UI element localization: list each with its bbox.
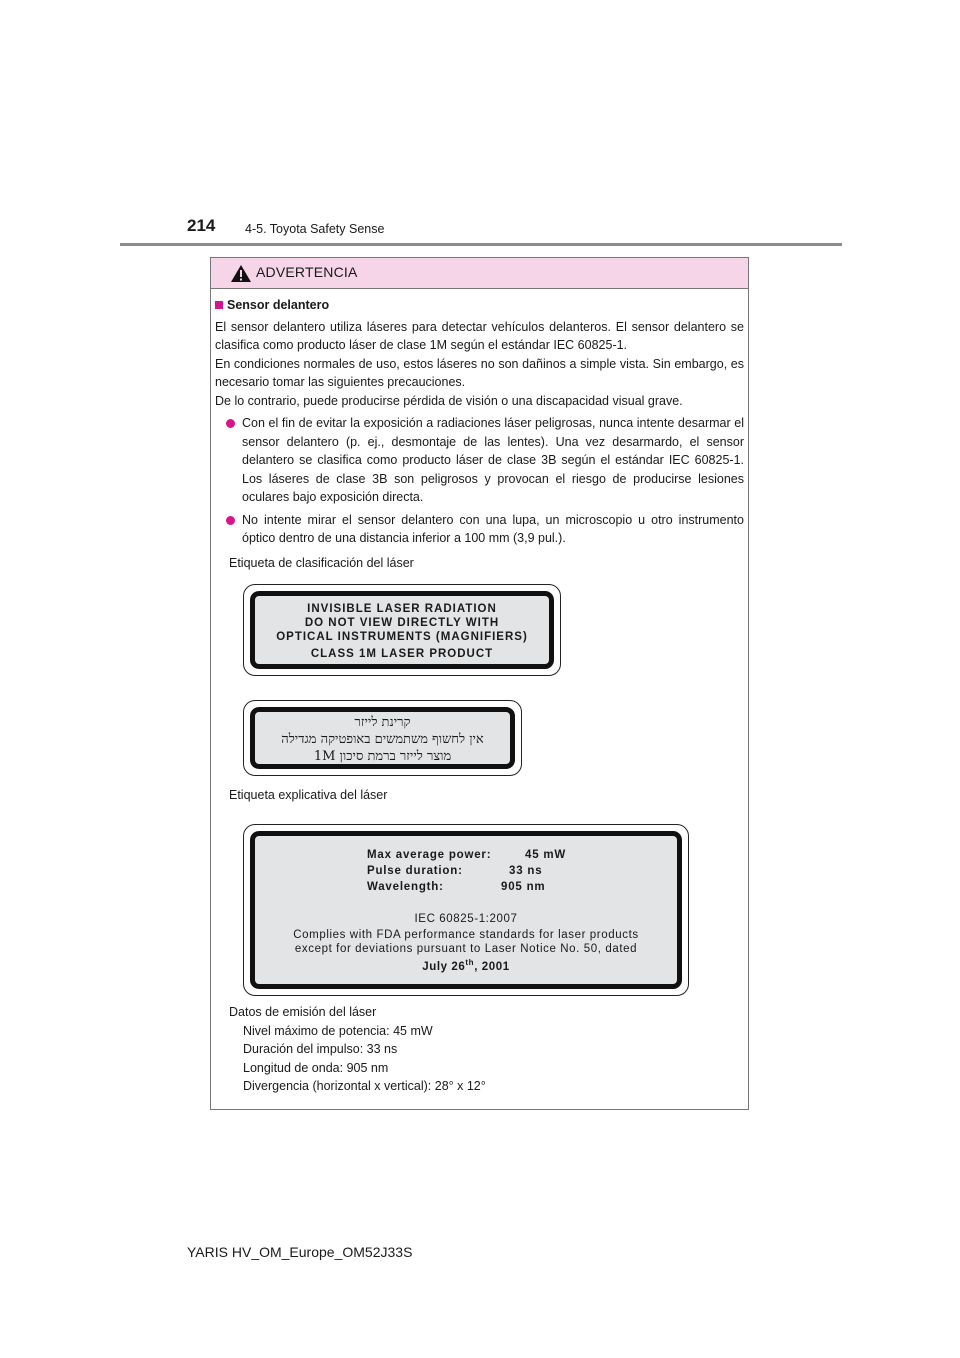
laser-classification-label-he xyxy=(243,700,522,776)
bullet-text: No intente mirar el sensor delantero con una lupa, un microscopio u otro instrumento óptico dentro de una distancia inferior a 100 mm (3,9 pul.). xyxy=(242,512,744,545)
spec-name: Max average power: xyxy=(367,849,492,861)
paragraph-3: De lo contrario, puede producirse pérdida de visión o una discapacidad visual grave. xyxy=(215,393,683,408)
date-superscript: th xyxy=(465,958,475,967)
emission-line: Duración del impulso: 33 ns xyxy=(243,1042,398,1056)
paragraph-1: El sensor delantero utiliza láseres para detectar vehículos delanteros. El sensor delantero se clasifica como producto láser de clase 1M según el estándar IEC 60825-1. xyxy=(215,319,744,352)
warning-box xyxy=(210,257,749,1110)
label-line: INVISIBLE LASER RADIATION xyxy=(307,603,497,615)
compliance-text: Complies with FDA performance standards for laser products xyxy=(293,929,639,941)
label-line: מוצר לייזר ברמת סיכון 1M xyxy=(313,749,452,764)
spec-value: 33 ns xyxy=(509,865,543,877)
circle-bullet-icon xyxy=(226,419,235,428)
subheading-text: Sensor delantero xyxy=(227,298,330,312)
caption-explanatory: Etiqueta explicativa del láser xyxy=(229,788,388,802)
spec-name: Pulse duration: xyxy=(367,865,463,877)
header-rule xyxy=(120,243,842,246)
spec-value: 905 nm xyxy=(501,881,546,893)
compliance-text: except for deviations pursuant to Laser Notice No. 50, dated xyxy=(294,943,638,955)
bullet-item xyxy=(215,414,744,507)
laser-explanatory-label xyxy=(243,824,689,996)
laser-classification-label-en xyxy=(243,584,561,676)
warning-triangle-icon xyxy=(230,264,252,283)
emission-section xyxy=(229,1003,729,1096)
date-prefix: July 26 xyxy=(422,960,466,973)
label-line: CLASS 1M LASER PRODUCT xyxy=(310,648,494,660)
emission-line: Longitud de onda: 905 nm xyxy=(243,1060,389,1075)
footer-document-id: YARIS HV_OM_Europe_OM52J33S xyxy=(187,1244,413,1260)
date-suffix: , 2001 xyxy=(474,960,510,973)
caption-emission: Datos de emisión del láser xyxy=(229,1005,377,1019)
label-line: DO NOT VIEW DIRECTLY WITH xyxy=(304,617,500,629)
circle-bullet-icon xyxy=(226,516,235,525)
bullet-item xyxy=(215,511,744,548)
emission-line: Nivel máximo de potencia: 45 mW xyxy=(243,1023,433,1038)
label-line: OPTICAL INSTRUMENTS (MAGNIFIERS) xyxy=(276,631,528,643)
label-line: קרינת לייזר xyxy=(354,715,411,730)
standard-text: IEC 60825-1:2007 xyxy=(414,913,518,925)
caption-classification: Etiqueta de clasificación del láser xyxy=(229,555,414,570)
subheading xyxy=(215,296,744,315)
section-title: 4-5. Toyota Safety Sense xyxy=(245,222,385,236)
spec-name: Wavelength: xyxy=(367,881,444,893)
paragraph-2: En condiciones normales de uso, estos láseres no son dañinos a simple vista. Sin embargo, es necesario tomar las siguientes precauciones. xyxy=(215,356,744,389)
compliance-date xyxy=(255,956,677,974)
emission-line: Divergencia (horizontal x vertical): 28° x 12° xyxy=(243,1079,486,1093)
square-bullet-icon xyxy=(215,301,223,309)
label-line: אין לחשוף משתמשים באופטיקה מגדילה xyxy=(281,732,484,747)
warning-header xyxy=(211,258,748,289)
warning-content xyxy=(215,296,744,572)
page-number: 214 xyxy=(187,216,216,235)
bullet-text: Con el fin de evitar la exposición a radiaciones láser peligrosas, nunca intente desarmar el sensor delantero (p. ej., desmontaje de las lentes). Una vez desarmardo, el sensor delantero se clasifica como producto láser de clase 3B según el estándar IEC 60825-1. Los láseres de clase 3B son peligrosos y provocan el riesgo de producirse lesiones oculares bajo exposición directa. xyxy=(242,416,744,504)
warning-title: ADVERTENCIA xyxy=(256,264,358,280)
spec-value: 45 mW xyxy=(525,849,567,861)
